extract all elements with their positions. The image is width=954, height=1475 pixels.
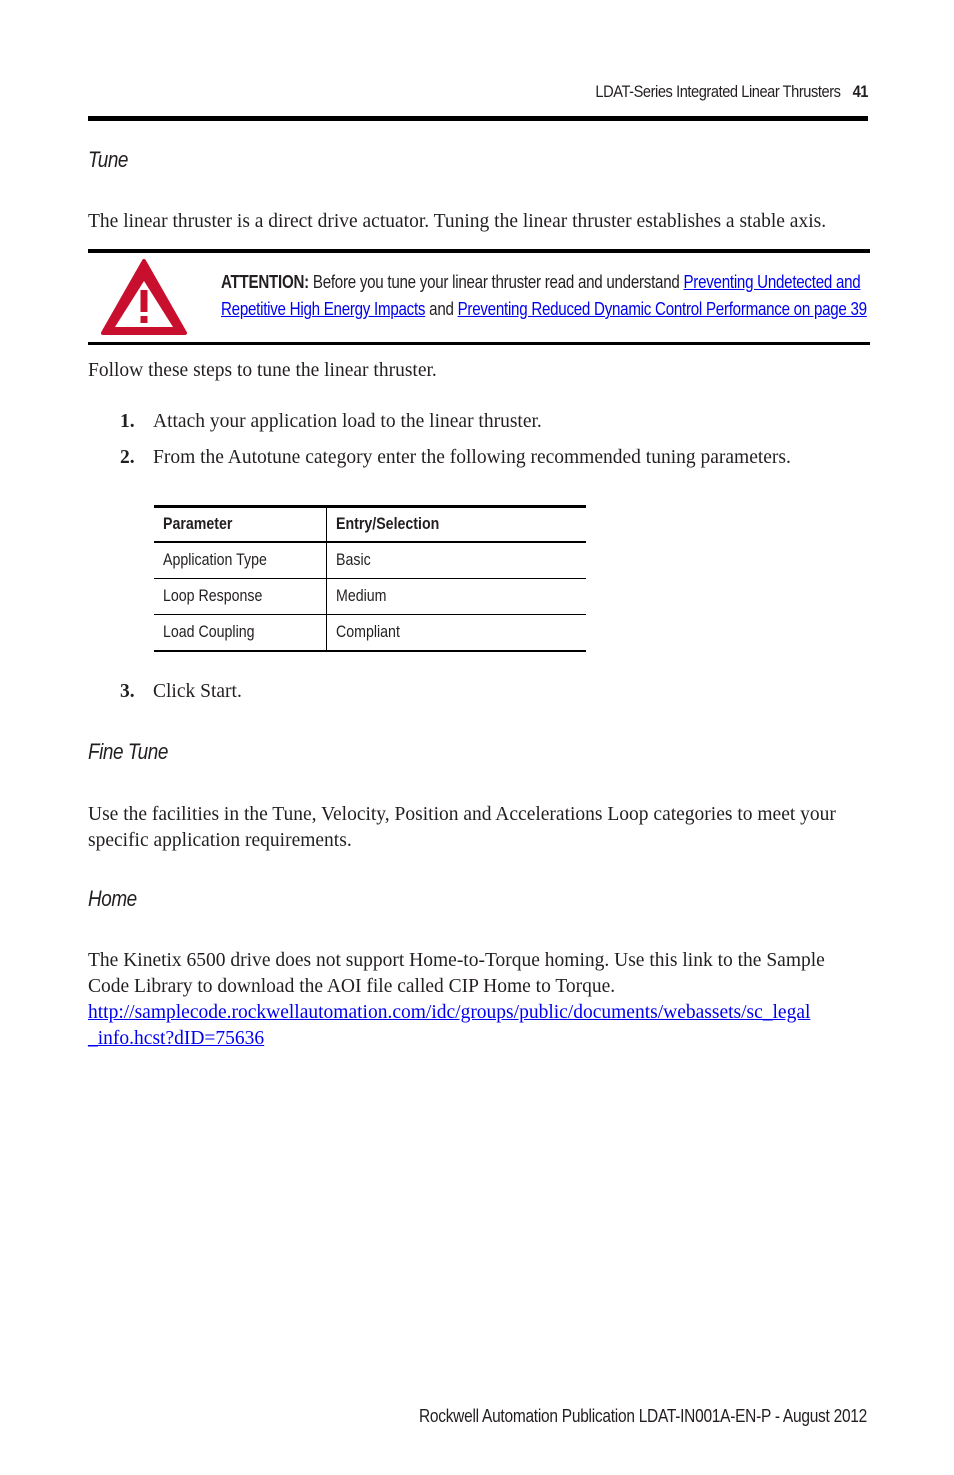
attention-label: ATTENTION: bbox=[221, 272, 309, 292]
link-preventing-reduced-dynamic-control[interactable]: Preventing Reduced Dynamic Control Performance on page 39 bbox=[457, 299, 867, 319]
step-number: 3. bbox=[120, 681, 135, 702]
table-row bbox=[154, 579, 586, 615]
attention-text: Before you tune your linear thruster read and understand bbox=[312, 272, 680, 292]
section-heading-fine-tune: Fine Tune bbox=[88, 739, 168, 764]
home-paragraph bbox=[88, 948, 868, 1052]
attention-and: and bbox=[429, 299, 454, 319]
table-cell: Load Coupling bbox=[154, 615, 327, 652]
table-cell: Medium bbox=[327, 579, 587, 615]
step-1 bbox=[120, 411, 542, 433]
step-text: Click Start. bbox=[153, 681, 242, 702]
table-row bbox=[154, 542, 586, 579]
running-header bbox=[595, 82, 868, 102]
step-number: 2. bbox=[120, 447, 135, 468]
section-heading-home: Home bbox=[88, 886, 137, 911]
tune-intro-paragraph: The linear thruster is a direct drive actuator. Tuning the linear thruster establishes a stable axis. bbox=[88, 211, 827, 232]
column-header-entry: Entry/Selection bbox=[327, 507, 587, 543]
column-header-parameter: Parameter bbox=[154, 507, 327, 543]
link-preventing-high-energy-impacts[interactable]: Preventing Undetected and Repetitive High Energy Impacts bbox=[221, 272, 861, 319]
table-cell: Basic bbox=[327, 542, 587, 579]
header-rule bbox=[88, 116, 868, 121]
table-cell: Compliant bbox=[327, 615, 587, 652]
step-3 bbox=[120, 681, 242, 703]
table-row bbox=[154, 615, 586, 652]
table-cell: Loop Response bbox=[154, 579, 327, 615]
attention-notice bbox=[221, 269, 868, 323]
warning-triangle-icon bbox=[100, 257, 188, 337]
tuning-parameters-table bbox=[154, 505, 586, 652]
step-2 bbox=[120, 447, 791, 469]
page-number: 41 bbox=[852, 82, 868, 101]
attention-top-rule bbox=[88, 249, 870, 253]
sample-code-link[interactable]: http://samplecode.rockwellautomation.com/idc/groups/public/documents/webassets/sc_legal _info.hcst?dID=75636 bbox=[88, 1002, 811, 1049]
header-title: LDAT-Series Integrated Linear Thrusters bbox=[595, 82, 841, 101]
steps-intro: Follow these steps to tune the linear thruster. bbox=[88, 360, 437, 381]
home-text: The Kinetix 6500 drive does not support Home-to-Torque homing. Use this link to the Sample Code Library to download the AOI file called CIP Home to Torque. bbox=[88, 950, 825, 997]
step-text: From the Autotune category enter the following recommended tuning parameters. bbox=[153, 447, 791, 468]
table-cell: Application Type bbox=[154, 542, 327, 579]
attention-bottom-rule bbox=[88, 342, 870, 345]
table-header-row bbox=[154, 507, 586, 543]
section-heading-tune: Tune bbox=[88, 147, 129, 172]
page-footer: Rockwell Automation Publication LDAT-IN001A-EN-P - August 2012 bbox=[418, 1406, 867, 1426]
step-number: 1. bbox=[120, 411, 135, 432]
fine-tune-paragraph: Use the facilities in the Tune, Velocity, Position and Accelerations Loop categories to meet your specific application requirements. bbox=[88, 804, 836, 851]
step-text: Attach your application load to the linear thruster. bbox=[153, 411, 542, 432]
